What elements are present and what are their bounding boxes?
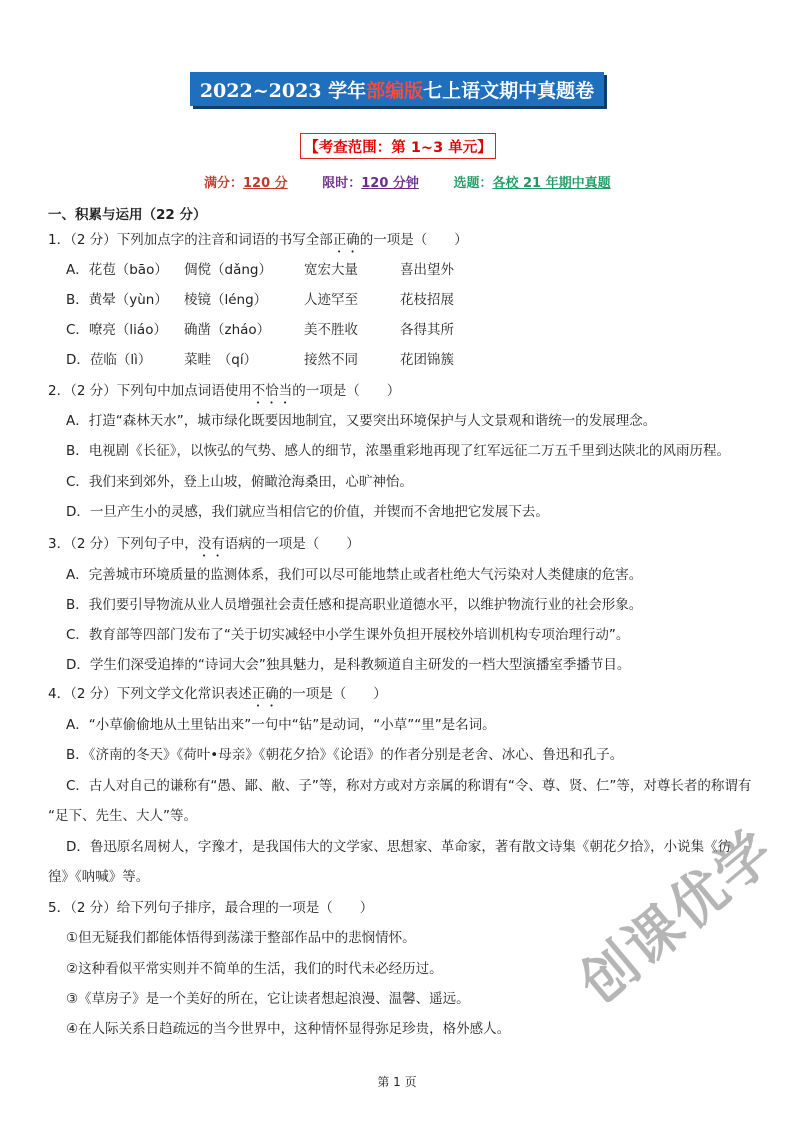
exam-scope-box [300, 133, 496, 159]
question-3-stem: 3．（2 分）下列句子中，没有语病的一项是（ ） [48, 536, 360, 552]
q4-option-c-line1: C．古人对自己的谦称有“愚、鄙、敝、子”等，称对方或对方亲属的称谓有“令、尊、贤、仁”等，对尊长者的称谓有 [66, 778, 752, 794]
source-label: 选题： [453, 176, 493, 191]
title-prefix: 2022~2023 学年 [199, 79, 367, 102]
exam-scope: 【考查范围：第 1~3 单元】 [304, 139, 492, 156]
q3-option-a: A．完善城市环境质量的监测体系，我们可以尽可能地禁止或者杜绝大气污染对人类健康的危害。 [66, 567, 643, 583]
q5-sentence-3: ③《草房子》是一个美好的所在，它让读者想起浪漫、温馨、遥远。 [66, 991, 470, 1007]
question-2-stem: 2．（2 分）下列句中加点词语使用不恰当的一项是（ ） [48, 383, 401, 399]
q2-option-d: D．一旦产生小的灵感，我们就应当相信它的价值，并锲而不舍地把它发展下去。 [66, 504, 549, 520]
page-number: 第 1 页 [377, 1075, 417, 1089]
q3-option-c: C．教育部等四部门发布了“关于切实减轻中小学生课外负担开展校外培训机构专项治理行动”。 [66, 627, 630, 643]
title-highlight: 部编版 [366, 79, 424, 102]
score-value: 120 分 [243, 176, 288, 191]
q5-sentence-2: ②这种看似平常实则并不简单的生活，我们的时代未必经历过。 [66, 961, 443, 977]
q1-option-a: A．花苞（bāo） 倜傥（dǎng） 宽宏大量 喜出望外 [66, 262, 454, 278]
exam-meta [204, 172, 611, 191]
q4-option-c-line2: “足下、先生、大人”等。 [48, 808, 197, 824]
q3-option-b: B．我们要引导物流从业人员增强社会责任感和提高职业道德水平，以维护物流行业的社会形象。 [66, 597, 643, 613]
q1-option-b: B．黄晕（yùn） 棱镜（léng） 人迹罕至 花枝招展 [66, 292, 454, 308]
score-label: 满分： [204, 176, 244, 191]
q2-option-c: C．我们来到郊外，登上山坡，俯瞰沧海桑田，心旷神怡。 [66, 474, 413, 490]
q1-option-c: C．嘹亮（liáo） 确凿（zháo） 美不胜收 各得其所 [66, 322, 454, 338]
q5-sentence-1: ①但无疑我们都能体悟得到荡漾于整部作品中的悲悯情怀。 [66, 930, 416, 946]
question-1-stem: 1．（2 分）下列加点字的注音和词语的书写全部正确的一项是（ ） [48, 232, 468, 248]
title-suffix: 七上语文期中真题卷 [423, 79, 595, 102]
q2-option-b: B．电视剧《长征》，以恢弘的气势、感人的细节，浓墨重彩地再现了红军远征二万五千里到达陕北的风雨历程。 [66, 443, 731, 459]
q2-option-a: A．打造“森林天水”，城市绿化既要因地制宜，又要突出环境保护与人文景观和谐统一的发展理念。 [66, 413, 657, 429]
question-5-stem: 5．（2 分）给下列句子排序，最合理的一项是（ ） [48, 900, 374, 916]
question-4-stem: 4．（2 分）下列文学文化常识表述正确的一项是（ ） [48, 686, 387, 702]
exam-title [190, 72, 604, 106]
time-value: 120 分钟 [361, 176, 419, 191]
q4-option-d-line2: 徨》《呐喊》等。 [48, 869, 150, 885]
section-heading: 一、积累与运用（22 分） [48, 207, 207, 223]
q4-option-a: A．“小草偷偷地从土里钻出来”一句中“钻”是动词，“小草”“里”是名词。 [66, 717, 496, 733]
q1-option-d: D．莅临（lì） 菜畦 （qí） 接然不同 花团锦簇 [66, 352, 454, 368]
time-label: 限时： [322, 176, 362, 191]
watermark: 创课优学 [567, 818, 788, 1017]
q4-option-b: B．《济南的冬天》《荷叶•母亲》《朝花夕拾》《论语》的作者分别是老舍、冰心、鲁迅和孔子。 [66, 747, 624, 763]
source-value: 各校 21 年期中真题 [492, 176, 611, 191]
q5-sentence-4: ④在人际关系日趋疏远的当今世界中，这种情怀显得弥足珍贵，格外感人。 [66, 1021, 511, 1037]
q4-option-d-line1: D．鲁迅原名周树人，字豫才，是我国伟大的文学家、思想家、革命家，著有散文诗集《朝花夕拾》，小说集《彷 [66, 839, 732, 855]
q3-option-d: D．学生们深受追捧的“诗词大会”独具魅力，是科教频道自主研发的一档大型演播室季播节目。 [66, 657, 631, 673]
